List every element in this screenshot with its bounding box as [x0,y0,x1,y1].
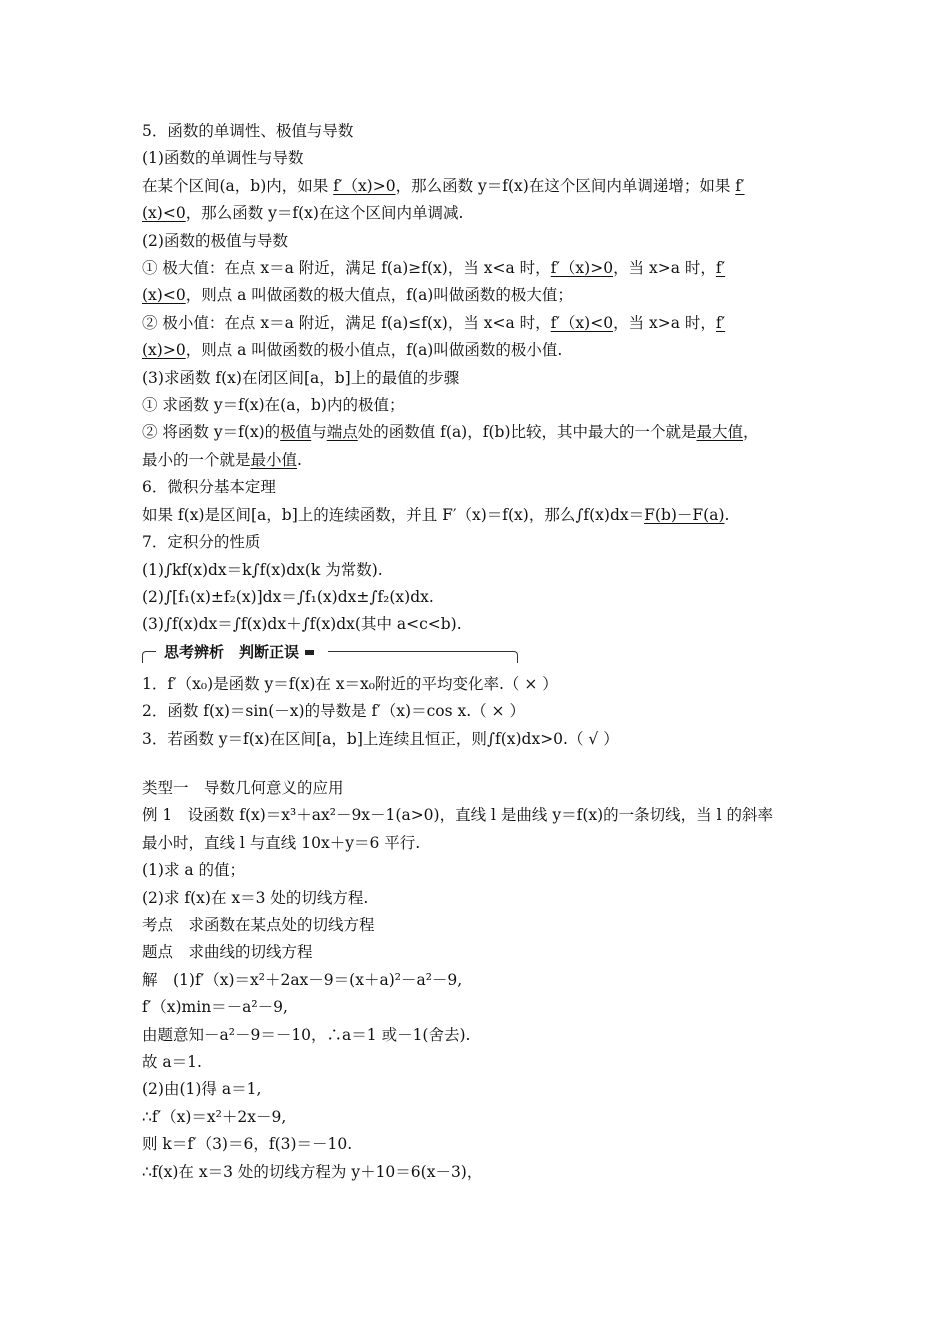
fundamental-theorem-text: 如果 f(x)是区间[a，b]上的连续函数，并且 F′（x)＝f(x)，那么∫f(x)dx＝F(b)－F(a). [142,505,730,524]
subsection-extreme-steps: (3)求函数 f(x)在闭区间[a，b]上的最值的步骤 [142,368,460,387]
question-2: (2)求 f(x)在 x＝3 处的切线方程. [142,888,369,907]
solution-line: f′（x)min＝－a²－9, [142,998,288,1017]
document-page [142,118,814,1186]
tidian-label: 题点 求曲线的切线方程 [142,943,313,962]
minimum-text-1: ② 极小值：在点 x＝a 附近，满足 f(a)≤f(x)，当 x<a 时，f′（x)<0，当 x>a 时，f′ [142,313,726,332]
integral-property-2: (2)∫[f₁(x)±f₂(x)]dx＝∫f₁(x)dx±∫f₂(x)dx. [142,587,434,606]
section-6-heading: 6．微积分基本定理 [142,478,276,497]
section-5-heading: 5．函数的单调性、极值与导数 [142,122,354,140]
integral-property-3: (3)∫f(x)dx＝∫f(x)dx＋∫f(x)dx(其中 a<c<b). [142,615,462,634]
judge-item-1: 1．f′（x₀)是函数 y＝f(x)在 x＝x₀附近的平均变化率.（ × ） [142,674,558,693]
think-judge-banner [142,641,814,667]
type-1-heading: 类型一 导数几何意义的应用 [142,778,344,797]
maximum-text-2: (x)<0，则点 a 叫做函数的极大值点，f(a)叫做函数的极大值； [142,286,573,305]
solution-line: 故 a＝1. [142,1053,202,1071]
judge-item-2: 2．函数 f(x)＝sin(－x)的导数是 f′（x)＝cos x.（ × ） [142,702,525,721]
section-7-heading: 7．定积分的性质 [142,533,261,552]
banner-label: 思考辨析 判断正误 [156,641,328,663]
minimum-text-2: (x)>0，则点 a 叫做函数的极小值点，f(a)叫做函数的极小值. [142,341,563,360]
integral-property-1: (1)∫kf(x)dx＝k∫f(x)dx(k 为常数). [142,560,383,579]
step-1: ① 求函数 y＝f(x)在(a，b)内的极值； [142,396,405,415]
solution-line: 则 k＝f′（3)＝6，f(3)＝－10. [142,1135,353,1154]
monotonicity-text-1: 在某个区间(a，b)内，如果 f′（x)>0，那么函数 y＝f(x)在这个区间内单调递增；如果 f′ [142,176,745,195]
solution-line: ∴f(x)在 x＝3 处的切线方程为 y＋10＝6(x－3)， [142,1162,483,1181]
question-1: (1)求 a 的值； [142,861,246,880]
solution-line: (2)由(1)得 a＝1, [142,1080,262,1099]
kaodian-label: 考点 求函数在某点处的切线方程 [142,915,375,934]
monotonicity-text-2: (x)<0，那么函数 y＝f(x)在这个区间内单调减. [142,204,464,223]
judge-item-3: 3．若函数 y＝f(x)在区间[a，b]上连续且恒正，则∫f(x)dx>0.（ √ ） [142,729,619,748]
solution-line: 由题意知－a²－9＝－10，∴a＝1 或－1(舍去). [142,1025,471,1044]
subsection-extrema: (2)函数的极值与导数 [142,231,288,250]
example-1-line-2: 最小时，直线 l 与直线 10x＋y＝6 平行. [142,833,421,852]
solution-line: ∴f′（x)＝x²＋2x－9, [142,1107,287,1126]
banner-dot-icon [305,650,314,655]
step-2-line-2: 最小的一个就是最小值. [142,450,302,469]
maximum-text-1: ① 极大值：在点 x＝a 附近，满足 f(a)≥f(x)，当 x<a 时，f′（x)>0，当 x>a 时，f′ [142,259,726,278]
example-1-line-1: 例 1 设函数 f(x)＝x³＋ax²－9x－1(a>0)，直线 l 是曲线 y＝f(x)的一条切线，当 l 的斜率 [142,806,773,825]
subsection-monotonicity: (1)函数的单调性与导数 [142,149,304,168]
step-2-line-1: ② 将函数 y＝f(x)的极值与端点处的函数值 f(a)，f(b)比较，其中最大的一个就是最大值， [142,423,759,442]
solution-line: 解 (1)f′（x)＝x²＋2ax－9＝(x＋a)²－a²－9, [142,970,463,989]
